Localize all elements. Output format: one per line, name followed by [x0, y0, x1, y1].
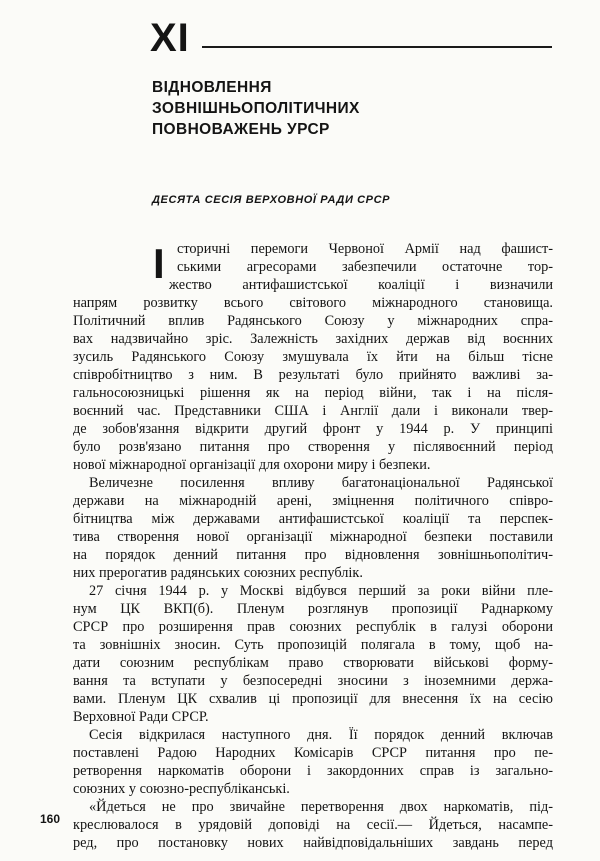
text-line: ред, про постановку нових найвідповідальніших завдань перед: [73, 835, 553, 851]
text-line: нум ЦК ВКП(б). Пленум розглянув пропозиції Раднаркому: [73, 601, 553, 617]
text-line: креслювалося в урядовій доповіді на сесії.— Йдеться, насампе-: [73, 817, 553, 833]
text-line: де зобов'язання відкрити другий фронт у 1944 р. У принципі: [73, 421, 553, 437]
text-line: поставлені Радою Народних Комісарів СРСР питання про пе-: [73, 745, 553, 761]
text-line: них прерогатив радянських союзних республік.: [73, 565, 363, 581]
chapter-title: [152, 77, 512, 140]
text-line: нової міжнародної організації для охорони миру і безпеки.: [73, 457, 431, 473]
chapter-title-line: ВІДНОВЛЕННЯ: [152, 79, 272, 96]
text-line: Верховної Ради СРСР.: [73, 709, 209, 725]
text-line: гальносоюзницькі рішення як на період війни, так і на після-: [73, 385, 553, 401]
text-line: тива створення нової організації міжнародної безпеки поставили: [73, 529, 553, 545]
text-line: вами. Пленум ЦК схвалив ці пропозиції для внесення їх на сесію: [73, 691, 553, 707]
paragraph-1: [73, 240, 553, 474]
text-line: на порядок денний питання про відновлення зовнішньополітич-: [73, 547, 553, 563]
text-line: вах надзвичайно зріс. Залежність західних держав від воєнних: [73, 331, 553, 347]
paragraph-5: [73, 798, 553, 852]
body-text: [73, 240, 553, 852]
text-line: держави на міжнародній арені, зміцнення політичного співро-: [73, 493, 553, 509]
text-line: ськими агресорами забезпечили остаточне тор-: [177, 259, 553, 275]
chapter-title-line: ЗОВНІШНЬОПОЛІТИЧНИХ: [152, 100, 360, 117]
text-line: ретворення наркоматів оборони і закордонних справ із загально-: [73, 763, 553, 779]
chapter-title-line: ПОВНОВАЖЕНЬ УРСР: [152, 121, 330, 138]
text-line: «Йдеться не про звичайне перетворення двох наркоматів, під-: [89, 799, 553, 815]
text-line: сторичні перемоги Червоної Армії над фашист-: [177, 241, 553, 257]
paragraph-4: [73, 726, 553, 798]
paragraph-3: [73, 582, 553, 726]
drop-cap: І: [153, 240, 165, 287]
text-line: напрям розвитку всього світового міжнародного становища.: [73, 295, 553, 311]
text-line: бітництва між державами антифашистської коаліції та перспек-: [73, 511, 553, 527]
chapter-rule: [202, 46, 552, 48]
page-number: 160: [40, 812, 61, 826]
text-line: дати союзним республікам право створювати військові форму-: [73, 655, 553, 671]
chapter-number: XI: [150, 16, 190, 60]
text-line: Величезне посилення впливу багатонаціональної Радянської: [89, 475, 553, 491]
text-line: союзних у союзно-республіканські.: [73, 781, 290, 797]
text-line: співробітництво з ним. В результаті було прийнято важливі за-: [73, 367, 553, 383]
text-line: СРСР про розширення прав союзних республік в галузі оборони: [73, 619, 553, 635]
text-line: та зовнішніх зносин. Суть пропозицій полягала в тому, щоб на-: [73, 637, 553, 653]
text-line: зусиль Радянського Союзу змушувала їх йти на більш тісне: [73, 349, 553, 365]
text-line: жество антифашистської коаліції і визначили: [169, 277, 553, 293]
text-line: Сесія відкрилася наступного дня. Її порядок денний включав: [89, 727, 553, 743]
text-line: воєнний час. Представники США і Англії дали і виконали твер-: [73, 403, 553, 419]
text-line: було розв'язано питання про створення у післявоєнний період: [73, 439, 553, 455]
paragraph-2: [73, 474, 553, 582]
text-line: Політичний вплив Радянського Союзу у міжнародних спра-: [73, 313, 553, 329]
text-line: вання та вступати у безпосередні зносини з іноземними держа-: [73, 673, 553, 689]
text-line: 27 січня 1944 р. у Москві відбувся перший за роки війни пле-: [89, 583, 553, 599]
section-title: ДЕСЯТА СЕСІЯ ВЕРХОВНОЇ РАДИ СРСР: [152, 194, 391, 206]
